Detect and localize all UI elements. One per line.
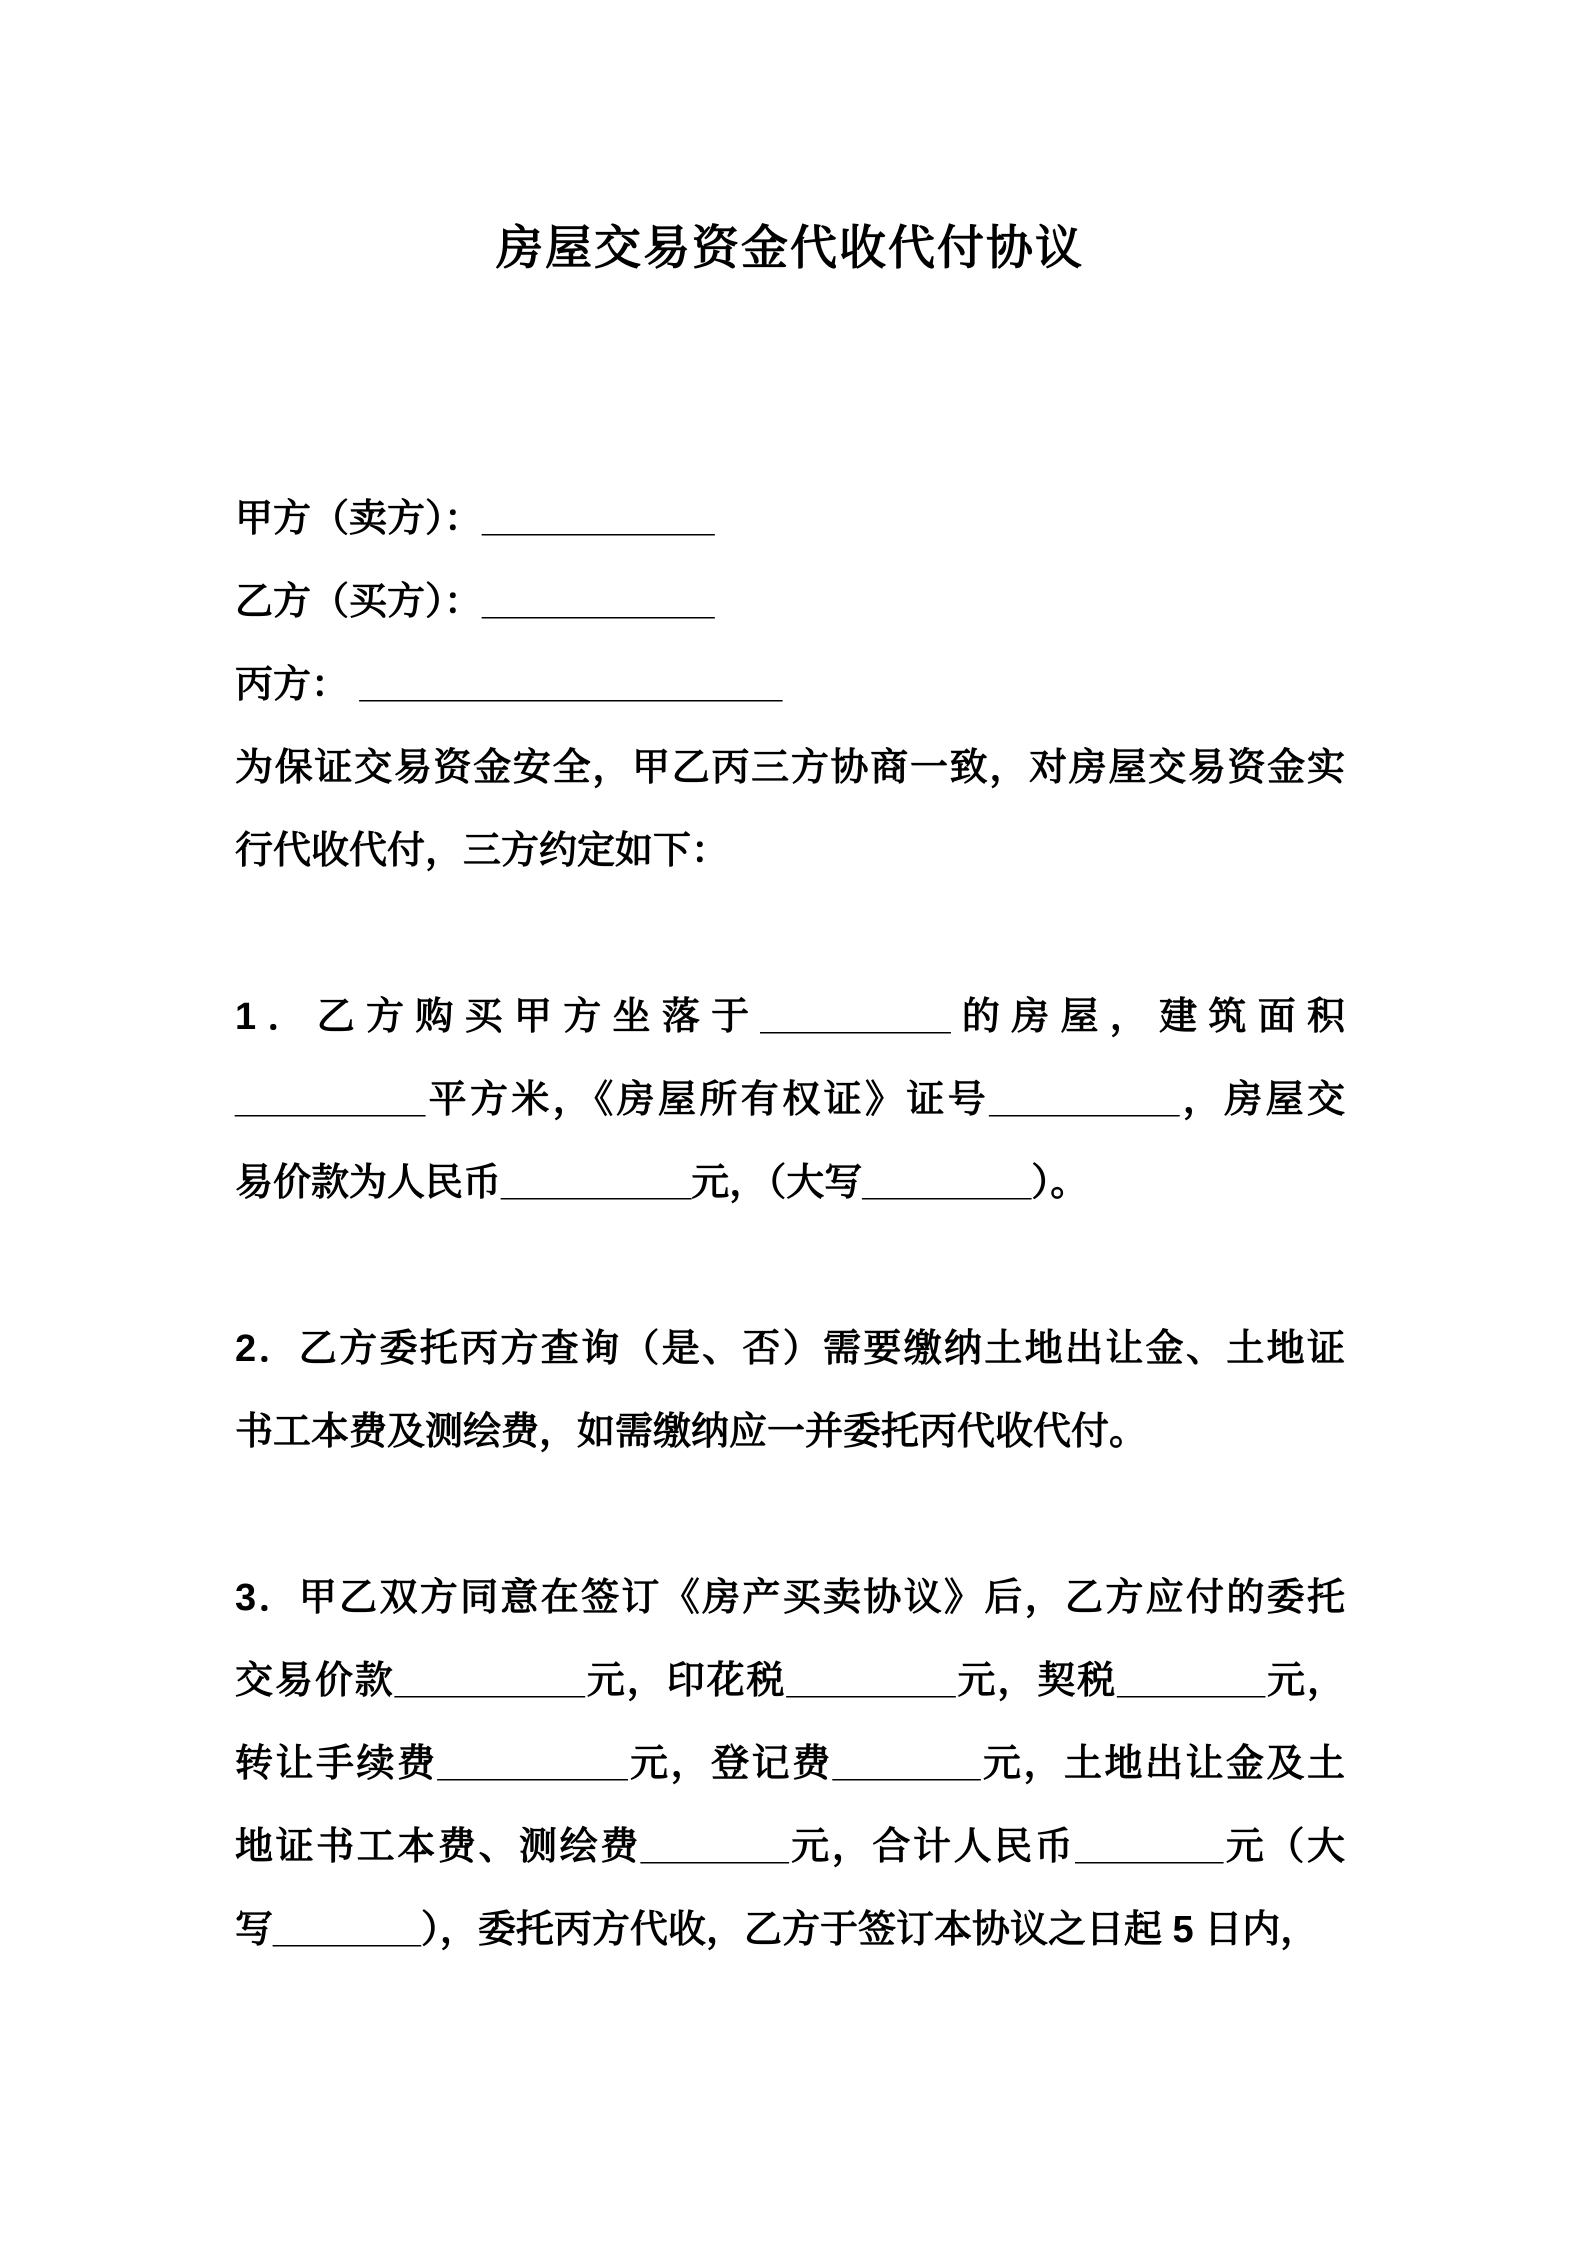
section-3-line-2: 交易价款_________元，印花税________元，契税_______元， bbox=[235, 1660, 1345, 1702]
intro-line-1: 为保证交易资金安全，甲乙丙三方协商一致，对房屋交易资金实 bbox=[235, 747, 1345, 789]
parties-block bbox=[235, 478, 1345, 727]
section-2-line-1: 2．乙方委托丙方查询（是、否）需要缴纳土地出让金、土地证 bbox=[235, 1328, 1345, 1370]
section-3-line-1: 3．甲乙双方同意在签订《房产买卖协议》后，乙方应付的委托 bbox=[235, 1577, 1345, 1619]
section-1-line-1: 1．乙方购买甲方坐落于_________的房屋，建筑面积 bbox=[235, 996, 1345, 1038]
section-3-line-5: 写_______），委托丙方代收，乙方于签订本协议之日起 5 日内， bbox=[235, 1909, 1319, 1951]
section-1-paragraph bbox=[235, 976, 1345, 1225]
party-b-line: 乙方（买方）：___________ bbox=[235, 581, 715, 623]
section-3-paragraph bbox=[235, 1557, 1345, 1972]
document-content bbox=[0, 218, 1586, 1972]
party-c-line: 丙方： ____________________ bbox=[235, 664, 783, 706]
section-2-paragraph bbox=[235, 1308, 1345, 1474]
section-3-line-3: 转让手续费_________元，登记费_______元，土地出让金及土 bbox=[235, 1743, 1345, 1785]
section-1-line-3: 易价款为人民币_________元，（大写________）。 bbox=[235, 1162, 1089, 1204]
section-2-line-2: 书工本费及测绘费，如需缴纳应一并委托丙代收代付。 bbox=[235, 1411, 1148, 1453]
intro-line-2: 行代收代付，三方约定如下： bbox=[235, 830, 730, 872]
section-1-line-2: _________平方米，《房屋所有权证》证号_________，房屋交 bbox=[235, 1079, 1345, 1121]
section-3-line-4: 地证书工本费、测绘费_______元，合计人民币_______元（大 bbox=[235, 1826, 1345, 1868]
document-title: 房屋交易资金代收代付协议 bbox=[496, 221, 1084, 274]
party-a-line: 甲方（卖方）：___________ bbox=[235, 498, 715, 540]
intro-paragraph bbox=[235, 727, 1345, 893]
